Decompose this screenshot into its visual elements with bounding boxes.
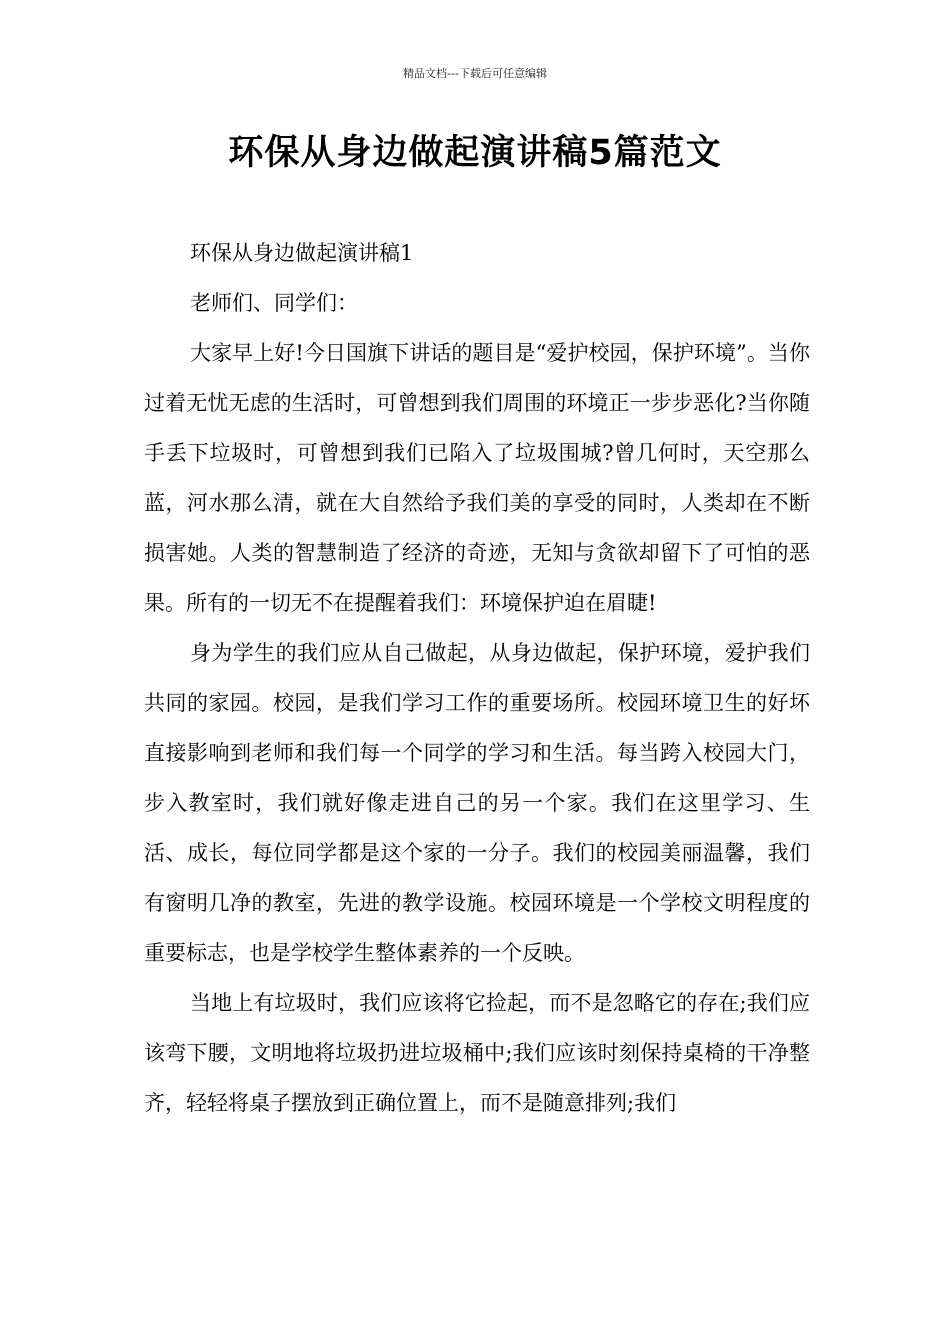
- paragraph-2: 身为学生的我们应从自己做起，从身边做起，保护环境，爱护我们共同的家园。校园，是我们学习工作的重要场所。校园环境卫生的好坏直接影响到老师和我们每一个同学的学习和生活。每当跨入校园大门，步入教室时，我们就好像走进自己的另一个家。我们在这里学习、生活、成长，每位同学都是这个家的一分子。我们的校园美丽温馨，我们有窗明几净的教室，先进的教学设施。校园环境是一个学校文明程度的重要标志，也是学校学生整体素养的一个反映。: [144, 641, 810, 965]
- paragraph-3: 当地上有垃圾时，我们应该将它捡起，而不是忽略它的存在;我们应该弯下腰，文明地将垃圾扔进垃圾桶中;我们应该时刻保持桌椅的干净整齐，轻轻将桌子摆放到正确位置上，而不是随意排列;我们: [144, 991, 810, 1115]
- section-heading: 环保从身边做起演讲稿1: [190, 241, 414, 265]
- salutation: 老师们、同学们：: [190, 291, 358, 315]
- header-note: 精品文档---下载后可任意编辑: [403, 67, 547, 80]
- paragraph-1: 大家早上好!今日国旗下讲话的题目是“爱护校园，保护环境”。当你过着无忧无虑的生活时，可曾想到我们周围的环境正一步步恶化?当你随手丢下垃圾时，可曾想到我们已陷入了垃圾围城?曾几何时，天空那么蓝，河水那么清，就在大自然给予我们美的享受的同时，人类却在不断损害她。人类的智慧制造了经济的奇迹，无知与贪欲却留下了可怕的恶果。所有的一切无不在提醒着我们：环境保护迫在眉睫!: [144, 341, 810, 615]
- page-title: 环保从身边做起演讲稿5篇范文: [228, 133, 722, 173]
- document-body: [144, 228, 810, 1128]
